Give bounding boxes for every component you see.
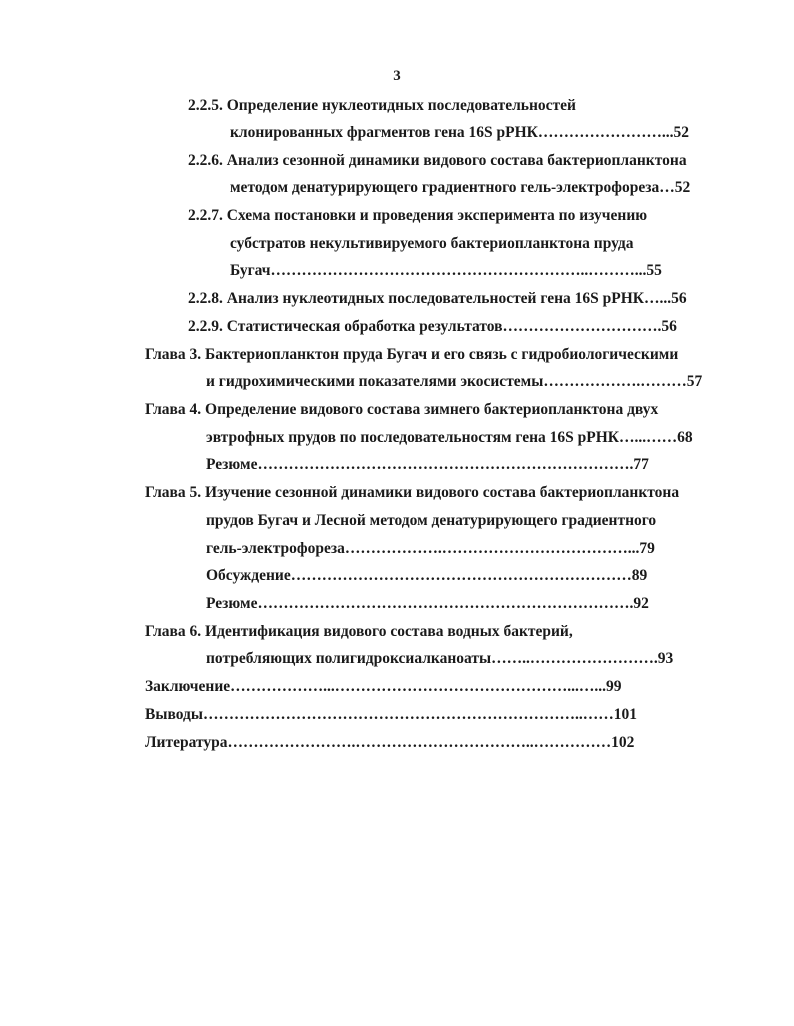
page-number: 3 xyxy=(393,68,401,84)
toc-entry-chapter-3: Глава 3. Бактериопланктон пруда Бугач и его связь с гидробиологическими xyxy=(145,346,679,363)
toc-entry-chapter-5-cont: прудов Бугач и Лесной методом денатурирующего градиентного xyxy=(206,512,657,529)
toc-entry-chapter-5: Глава 5. Изучение сезонной динамики видового состава бактериопланктона xyxy=(145,484,680,501)
toc-entry-chapter-6-cont: потребляющих полигидроксиалканоаты……..…………………….93 xyxy=(206,650,674,667)
toc-entry-2-2-8: 2.2.8. Анализ нуклеотидных последовательностей гена 16S рРНК…...56 xyxy=(188,290,687,307)
toc-entry-2-2-7: 2.2.7. Схема постановки и проведения эксперимента по изучению xyxy=(188,207,648,224)
toc-entry-chapter-4-summary: Резюме……………………………………………………………….77 xyxy=(206,456,649,473)
toc-entry-literature: Литература…………………….……………………………..……………102 xyxy=(145,734,635,751)
toc-entry-chapter-5-cont2: гель-электрофореза……………….………………………………...79 xyxy=(206,540,655,557)
toc-entry-findings: Выводы………………………………………………………………..……101 xyxy=(145,706,637,723)
toc-entry-2-2-5-cont: клонированных фрагментов гена 16S рРНК……………………...52 xyxy=(230,124,690,141)
toc-entry-chapter-5-discussion: Обсуждение…………………………………………………………89 xyxy=(206,567,648,584)
toc-entry-chapter-4: Глава 4. Определение видового состава зимнего бактериопланктона двух xyxy=(145,401,659,418)
toc-entry-2-2-7-cont2: Бугач……………………………………………………..………...55 xyxy=(230,262,662,279)
toc-entry-2-2-9: 2.2.9. Статистическая обработка результатов………………………….56 xyxy=(188,318,677,335)
toc-entry-chapter-6: Глава 6. Идентификация видового состава водных бактерий, xyxy=(145,623,573,640)
toc-entry-2-2-6-cont: методом денатурирующего градиентного гель-электрофореза…52 xyxy=(230,179,691,196)
toc-entry-2-2-7-cont: субстратов некультивируемого бактериопланктона пруда xyxy=(230,235,634,252)
toc-entry-chapter-5-summary: Резюме……………………………………………………………….92 xyxy=(206,595,649,612)
toc-entry-chapter-4-cont: эвтрофных прудов по последовательностям гена 16S рРНК…...……68 xyxy=(206,429,693,446)
toc-entry-2-2-5: 2.2.5. Определение нуклеотидных последовательностей xyxy=(188,97,576,114)
toc-entry-2-2-6: 2.2.6. Анализ сезонной динамики видового состава бактериопланктона xyxy=(188,152,687,169)
toc-entry-conclusion: Заключение………………...………………………………………...…...99 xyxy=(145,678,622,695)
toc-entry-chapter-3-cont: и гидрохимическими показателями экосистемы……………….………57 xyxy=(206,373,703,390)
